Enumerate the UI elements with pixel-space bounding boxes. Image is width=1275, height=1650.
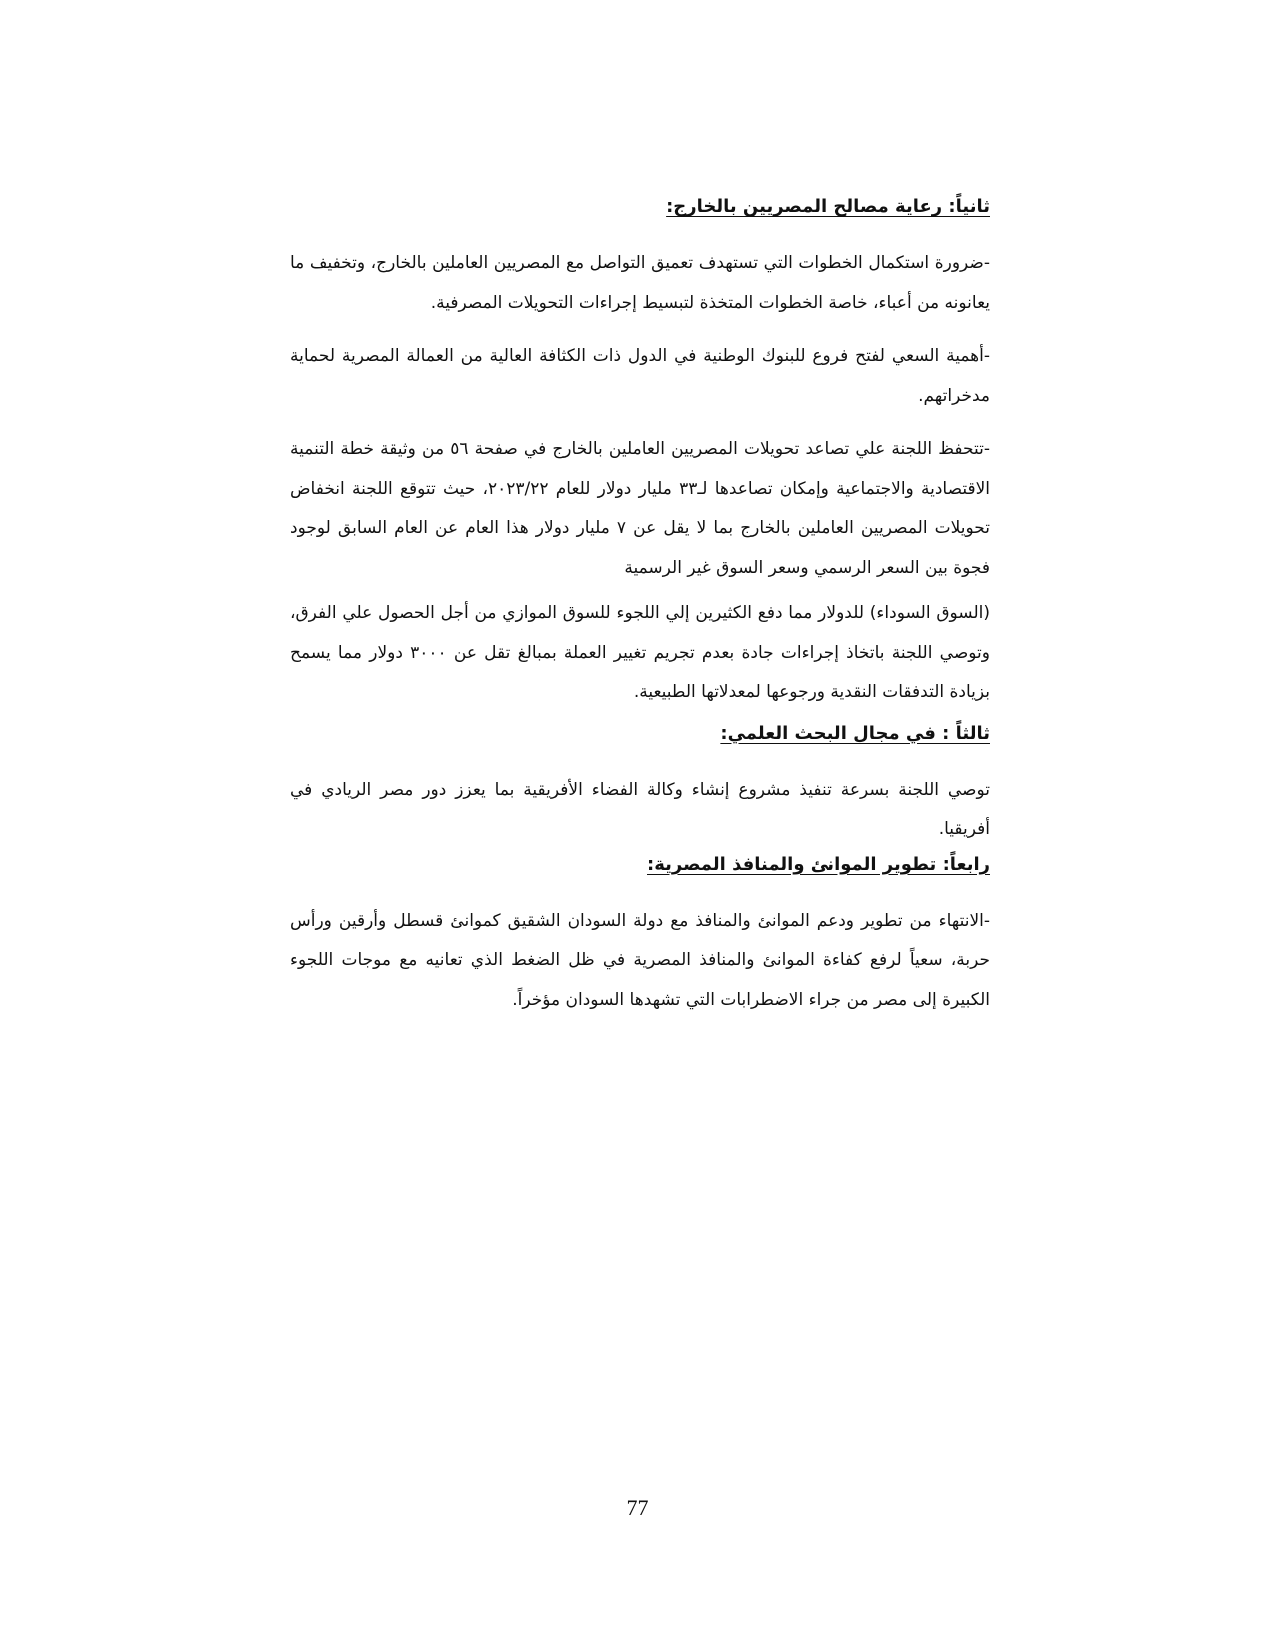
- page-body: [290, 192, 990, 1020]
- spacer: [290, 323, 990, 337]
- spacer: [290, 416, 990, 430]
- paragraph-remittance-forecast: -تتحفظ اللجنة علي تصاعد تحويلات المصريين العاملين بالخارج في صفحة ٥٦ من وثيقة خطة التنمية الاقتصادية والاجتماعية وإمكان تصاعدها لـ٣٣ مليار دولار للعام ٢٠٢٣/٢٢، حيث تتوقع اللجنة انخفاض تحويلات المصريين العاملين بالخارج بما لا يقل عن ٧ مليار دولار هذا العام عن العام السابق لوجود فجوة بين السعر الرسمي وسعر السوق غير الرسمية: [290, 439, 991, 578]
- section-heading-scientific-research: ثالثاً : في مجال البحث العلمي:: [720, 722, 990, 744]
- page-number: 77: [626, 1495, 649, 1520]
- paragraph-remittance-procedures: -ضرورة استكمال الخطوات التي تستهدف تعميق التواصل مع المصريين العاملين بالخارج، وتخفيف ما يعانونه من أعباء، خاصة الخطوات المتخذة لتبسيط إجراءات التحويلات المصرفية.: [290, 253, 990, 313]
- paragraph-bank-branches: -أهمية السعي لفتح فروع للبنوك الوطنية في الدول ذات الكثافة العالية من العمالة المصرية لحماية مدخراتهم.: [290, 346, 990, 406]
- paragraph-african-space-agency: توصي اللجنة بسرعة تنفيذ مشروع إنشاء وكالة الفضاء الأفريقية بما يعزز دور مصر الريادي في أفريقيا.: [290, 779, 990, 839]
- spacer: [290, 880, 990, 902]
- paragraph-black-market: (السوق السوداء) للدولار مما دفع الكثيرين إلي اللجوء للسوق الموازي من أجل الحصول علي الفرق، وتوصي اللجنة باتخاذ إجراءات جادة بعدم تجريم تغيير العملة بمبالغ تقل عن ٣٠٠٠ دولار مما يسمح بزيادة التدفقات النقدية ورجوعها لمعدلاتها الطبيعية.: [290, 603, 991, 702]
- spacer: [290, 222, 990, 244]
- section-heading-egyptians-abroad: ثانياً: رعاية مصالح المصريين بالخارج:: [666, 196, 990, 217]
- paragraph-sudan-ports: -الانتهاء من تطوير ودعم الموانئ والمنافذ مع دولة السودان الشقيق كموانئ قسطل وأرقين ورأس حربة، سعياً لرفع كفاءة الموانئ والمنافذ المصرية في ظل الضغط الذي تعانيه مع موجات اللجوء الكبيرة إلى مصر من جراء الاضطرابات التي تشهدها السودان مؤخراً.: [290, 910, 990, 1010]
- spacer: [290, 749, 990, 771]
- section-heading-ports-development: رابعاً: تطوير الموانئ والمنافذ المصرية:: [647, 853, 990, 875]
